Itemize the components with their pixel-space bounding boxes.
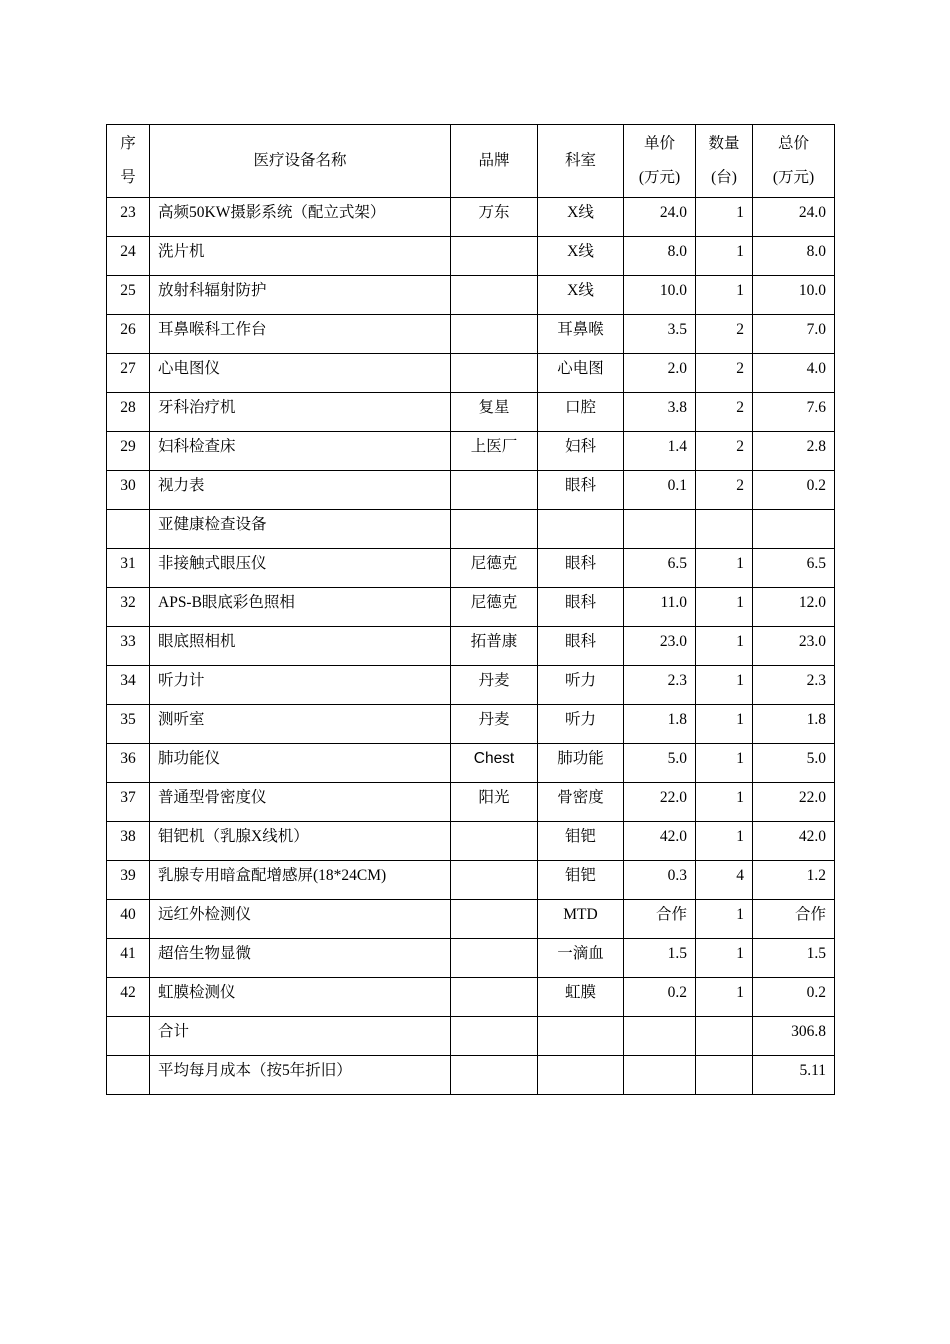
cell-brand xyxy=(451,861,538,900)
cell-total: 1.2 xyxy=(753,861,835,900)
cell-qty: 1 xyxy=(696,588,753,627)
cell-qty xyxy=(696,1056,753,1095)
cell-name: 远红外检测仪 xyxy=(150,900,451,939)
cell-total: 23.0 xyxy=(753,627,835,666)
cell-brand xyxy=(451,237,538,276)
cell-unit-price: 0.3 xyxy=(624,861,696,900)
header-total-line1: 总价 xyxy=(777,135,809,152)
cell-brand: 万东 xyxy=(451,198,538,237)
cell-unit-price: 8.0 xyxy=(624,237,696,276)
table-row xyxy=(107,393,835,432)
cell-total: 10.0 xyxy=(753,276,835,315)
header-total-line2: (万元) xyxy=(772,169,815,186)
cell-unit-price: 3.5 xyxy=(624,315,696,354)
cell-dept: 钼钯 xyxy=(538,861,624,900)
cell-unit-price: 23.0 xyxy=(624,627,696,666)
cell-dept: 眼科 xyxy=(538,471,624,510)
cell-unit-price: 1.8 xyxy=(624,705,696,744)
cell-dept: 妇科 xyxy=(538,432,624,471)
cell-name: 肺功能仪 xyxy=(150,744,451,783)
cell-qty: 1 xyxy=(696,237,753,276)
cell-name: 妇科检查床 xyxy=(150,432,451,471)
cell-qty: 1 xyxy=(696,276,753,315)
table-row xyxy=(107,666,835,705)
cell-name: 耳鼻喉科工作台 xyxy=(150,315,451,354)
cell-qty: 2 xyxy=(696,354,753,393)
cell-total: 7.6 xyxy=(753,393,835,432)
cell-no: 40 xyxy=(107,900,150,939)
table-row xyxy=(107,237,835,276)
cell-name: 乳腺专用暗盒配增感屏(18*24CM) xyxy=(150,861,451,900)
cell-qty: 1 xyxy=(696,549,753,588)
cell-unit-price: 11.0 xyxy=(624,588,696,627)
cell-no: 27 xyxy=(107,354,150,393)
cell-no: 36 xyxy=(107,744,150,783)
cell-qty: 2 xyxy=(696,393,753,432)
cell-dept: 耳鼻喉 xyxy=(538,315,624,354)
table-row xyxy=(107,1056,835,1095)
cell-total: 合作 xyxy=(753,900,835,939)
cell-total: 22.0 xyxy=(753,783,835,822)
cell-brand xyxy=(451,1017,538,1056)
table-row xyxy=(107,588,835,627)
cell-name: 牙科治疗机 xyxy=(150,393,451,432)
cell-qty: 1 xyxy=(696,783,753,822)
cell-total: 4.0 xyxy=(753,354,835,393)
cell-dept: 肺功能 xyxy=(538,744,624,783)
cell-name: 视力表 xyxy=(150,471,451,510)
cell-no: 24 xyxy=(107,237,150,276)
header-qty-line2: (台) xyxy=(711,169,737,186)
cell-qty: 2 xyxy=(696,471,753,510)
header-no-line2: 号 xyxy=(120,169,136,186)
cell-name: 平均每月成本（按5年折旧） xyxy=(150,1056,451,1095)
cell-name: 心电图仪 xyxy=(150,354,451,393)
header-name: 医疗设备名称 xyxy=(150,125,451,198)
cell-brand xyxy=(451,978,538,1017)
cell-qty: 1 xyxy=(696,822,753,861)
cell-dept: X线 xyxy=(538,198,624,237)
cell-dept: 眼科 xyxy=(538,588,624,627)
cell-no: 37 xyxy=(107,783,150,822)
cell-name: APS-B眼底彩色照相 xyxy=(150,588,451,627)
header-no-line1: 序 xyxy=(120,135,136,152)
cell-total: 7.0 xyxy=(753,315,835,354)
cell-dept: 听力 xyxy=(538,666,624,705)
cell-no: 34 xyxy=(107,666,150,705)
cell-dept: 口腔 xyxy=(538,393,624,432)
header-row xyxy=(107,125,835,198)
cell-dept: 钼钯 xyxy=(538,822,624,861)
cell-dept: X线 xyxy=(538,276,624,315)
table-row xyxy=(107,354,835,393)
cell-brand: 阳光 xyxy=(451,783,538,822)
cell-qty: 1 xyxy=(696,627,753,666)
cell-dept: MTD xyxy=(538,900,624,939)
table-row xyxy=(107,549,835,588)
header-qty xyxy=(696,125,753,198)
cell-qty xyxy=(696,1017,753,1056)
cell-unit-price: 5.0 xyxy=(624,744,696,783)
table-row xyxy=(107,822,835,861)
table-row xyxy=(107,705,835,744)
cell-brand xyxy=(451,276,538,315)
cell-qty: 1 xyxy=(696,939,753,978)
cell-no: 26 xyxy=(107,315,150,354)
cell-dept: X线 xyxy=(538,237,624,276)
cell-unit-price: 3.8 xyxy=(624,393,696,432)
cell-dept: 眼科 xyxy=(538,627,624,666)
cell-brand: 复星 xyxy=(451,393,538,432)
cell-unit-price: 1.4 xyxy=(624,432,696,471)
cell-unit-price: 42.0 xyxy=(624,822,696,861)
cell-brand xyxy=(451,315,538,354)
cell-no: 25 xyxy=(107,276,150,315)
cell-name: 测听室 xyxy=(150,705,451,744)
cell-name: 合计 xyxy=(150,1017,451,1056)
cell-total: 8.0 xyxy=(753,237,835,276)
cell-no: 42 xyxy=(107,978,150,1017)
cell-qty xyxy=(696,510,753,549)
cell-total: 6.5 xyxy=(753,549,835,588)
header-no xyxy=(107,125,150,198)
cell-brand: 丹麦 xyxy=(451,705,538,744)
cell-no: 31 xyxy=(107,549,150,588)
cell-total: 2.8 xyxy=(753,432,835,471)
cell-no: 29 xyxy=(107,432,150,471)
cell-brand xyxy=(451,822,538,861)
cell-brand xyxy=(451,939,538,978)
cell-no xyxy=(107,510,150,549)
cell-name: 超倍生物显微 xyxy=(150,939,451,978)
cell-dept: 听力 xyxy=(538,705,624,744)
cell-name: 眼底照相机 xyxy=(150,627,451,666)
table-row xyxy=(107,198,835,237)
cell-no: 28 xyxy=(107,393,150,432)
cell-brand: 尼德克 xyxy=(451,549,538,588)
cell-total xyxy=(753,510,835,549)
table-row xyxy=(107,315,835,354)
cell-unit-price: 24.0 xyxy=(624,198,696,237)
header-unit-price xyxy=(624,125,696,198)
cell-name: 高频50KW摄影系统（配立式架） xyxy=(150,198,451,237)
cell-unit-price xyxy=(624,1017,696,1056)
cell-unit-price: 1.5 xyxy=(624,939,696,978)
cell-no: 23 xyxy=(107,198,150,237)
table-row xyxy=(107,783,835,822)
cell-unit-price xyxy=(624,1056,696,1095)
cell-dept: 虹膜 xyxy=(538,978,624,1017)
cell-total: 5.0 xyxy=(753,744,835,783)
cell-qty: 1 xyxy=(696,666,753,705)
cell-name: 虹膜检测仪 xyxy=(150,978,451,1017)
table-row xyxy=(107,900,835,939)
cell-total: 1.8 xyxy=(753,705,835,744)
cell-name: 听力计 xyxy=(150,666,451,705)
cell-no: 32 xyxy=(107,588,150,627)
cell-brand: 上医厂 xyxy=(451,432,538,471)
cell-total: 0.2 xyxy=(753,978,835,1017)
cell-dept: 眼科 xyxy=(538,549,624,588)
cell-name: 钼钯机（乳腺X线机） xyxy=(150,822,451,861)
cell-name: 洗片机 xyxy=(150,237,451,276)
table-row xyxy=(107,744,835,783)
cell-unit-price xyxy=(624,510,696,549)
table-row xyxy=(107,276,835,315)
cell-qty: 2 xyxy=(696,315,753,354)
cell-brand xyxy=(451,354,538,393)
header-unit-price-line2: (万元) xyxy=(638,169,681,186)
table-row xyxy=(107,1017,835,1056)
cell-total: 5.11 xyxy=(753,1056,835,1095)
cell-total: 24.0 xyxy=(753,198,835,237)
cell-no: 39 xyxy=(107,861,150,900)
table-row xyxy=(107,627,835,666)
cell-name: 亚健康检查设备 xyxy=(150,510,451,549)
cell-total: 0.2 xyxy=(753,471,835,510)
table-row xyxy=(107,939,835,978)
cell-brand: 拓普康 xyxy=(451,627,538,666)
cell-dept: 一滴血 xyxy=(538,939,624,978)
cell-brand xyxy=(451,510,538,549)
cell-unit-price: 合作 xyxy=(624,900,696,939)
cell-dept xyxy=(538,1017,624,1056)
cell-brand: 丹麦 xyxy=(451,666,538,705)
header-dept: 科室 xyxy=(538,125,624,198)
cell-brand xyxy=(451,1056,538,1095)
cell-total: 306.8 xyxy=(753,1017,835,1056)
cell-unit-price: 10.0 xyxy=(624,276,696,315)
cell-dept xyxy=(538,510,624,549)
cell-total: 12.0 xyxy=(753,588,835,627)
cell-qty: 1 xyxy=(696,744,753,783)
table-row xyxy=(107,978,835,1017)
cell-qty: 1 xyxy=(696,198,753,237)
cell-name: 放射科辐射防护 xyxy=(150,276,451,315)
cell-no xyxy=(107,1017,150,1056)
cell-unit-price: 0.2 xyxy=(624,978,696,1017)
cell-qty: 1 xyxy=(696,900,753,939)
table-row xyxy=(107,861,835,900)
table-row xyxy=(107,432,835,471)
header-unit-price-line1: 单价 xyxy=(643,135,675,152)
cell-total: 42.0 xyxy=(753,822,835,861)
cell-qty: 1 xyxy=(696,978,753,1017)
cell-no: 41 xyxy=(107,939,150,978)
cell-total: 2.3 xyxy=(753,666,835,705)
cell-unit-price: 22.0 xyxy=(624,783,696,822)
cell-dept: 骨密度 xyxy=(538,783,624,822)
cell-unit-price: 2.3 xyxy=(624,666,696,705)
cell-name: 非接触式眼压仪 xyxy=(150,549,451,588)
cell-no: 35 xyxy=(107,705,150,744)
cell-dept xyxy=(538,1056,624,1095)
table-row xyxy=(107,471,835,510)
header-qty-line1: 数量 xyxy=(708,135,740,152)
header-total xyxy=(753,125,835,198)
cell-brand: 尼德克 xyxy=(451,588,538,627)
cell-unit-price: 0.1 xyxy=(624,471,696,510)
cell-unit-price: 2.0 xyxy=(624,354,696,393)
header-brand: 品牌 xyxy=(451,125,538,198)
cell-unit-price: 6.5 xyxy=(624,549,696,588)
cell-dept: 心电图 xyxy=(538,354,624,393)
cell-qty: 4 xyxy=(696,861,753,900)
equipment-table xyxy=(106,124,835,1095)
cell-brand: Chest xyxy=(451,744,538,783)
table-row xyxy=(107,510,835,549)
cell-qty: 2 xyxy=(696,432,753,471)
cell-brand xyxy=(451,471,538,510)
cell-qty: 1 xyxy=(696,705,753,744)
cell-no: 30 xyxy=(107,471,150,510)
cell-no: 33 xyxy=(107,627,150,666)
cell-name: 普通型骨密度仪 xyxy=(150,783,451,822)
cell-no: 38 xyxy=(107,822,150,861)
cell-no xyxy=(107,1056,150,1095)
cell-total: 1.5 xyxy=(753,939,835,978)
cell-brand xyxy=(451,900,538,939)
